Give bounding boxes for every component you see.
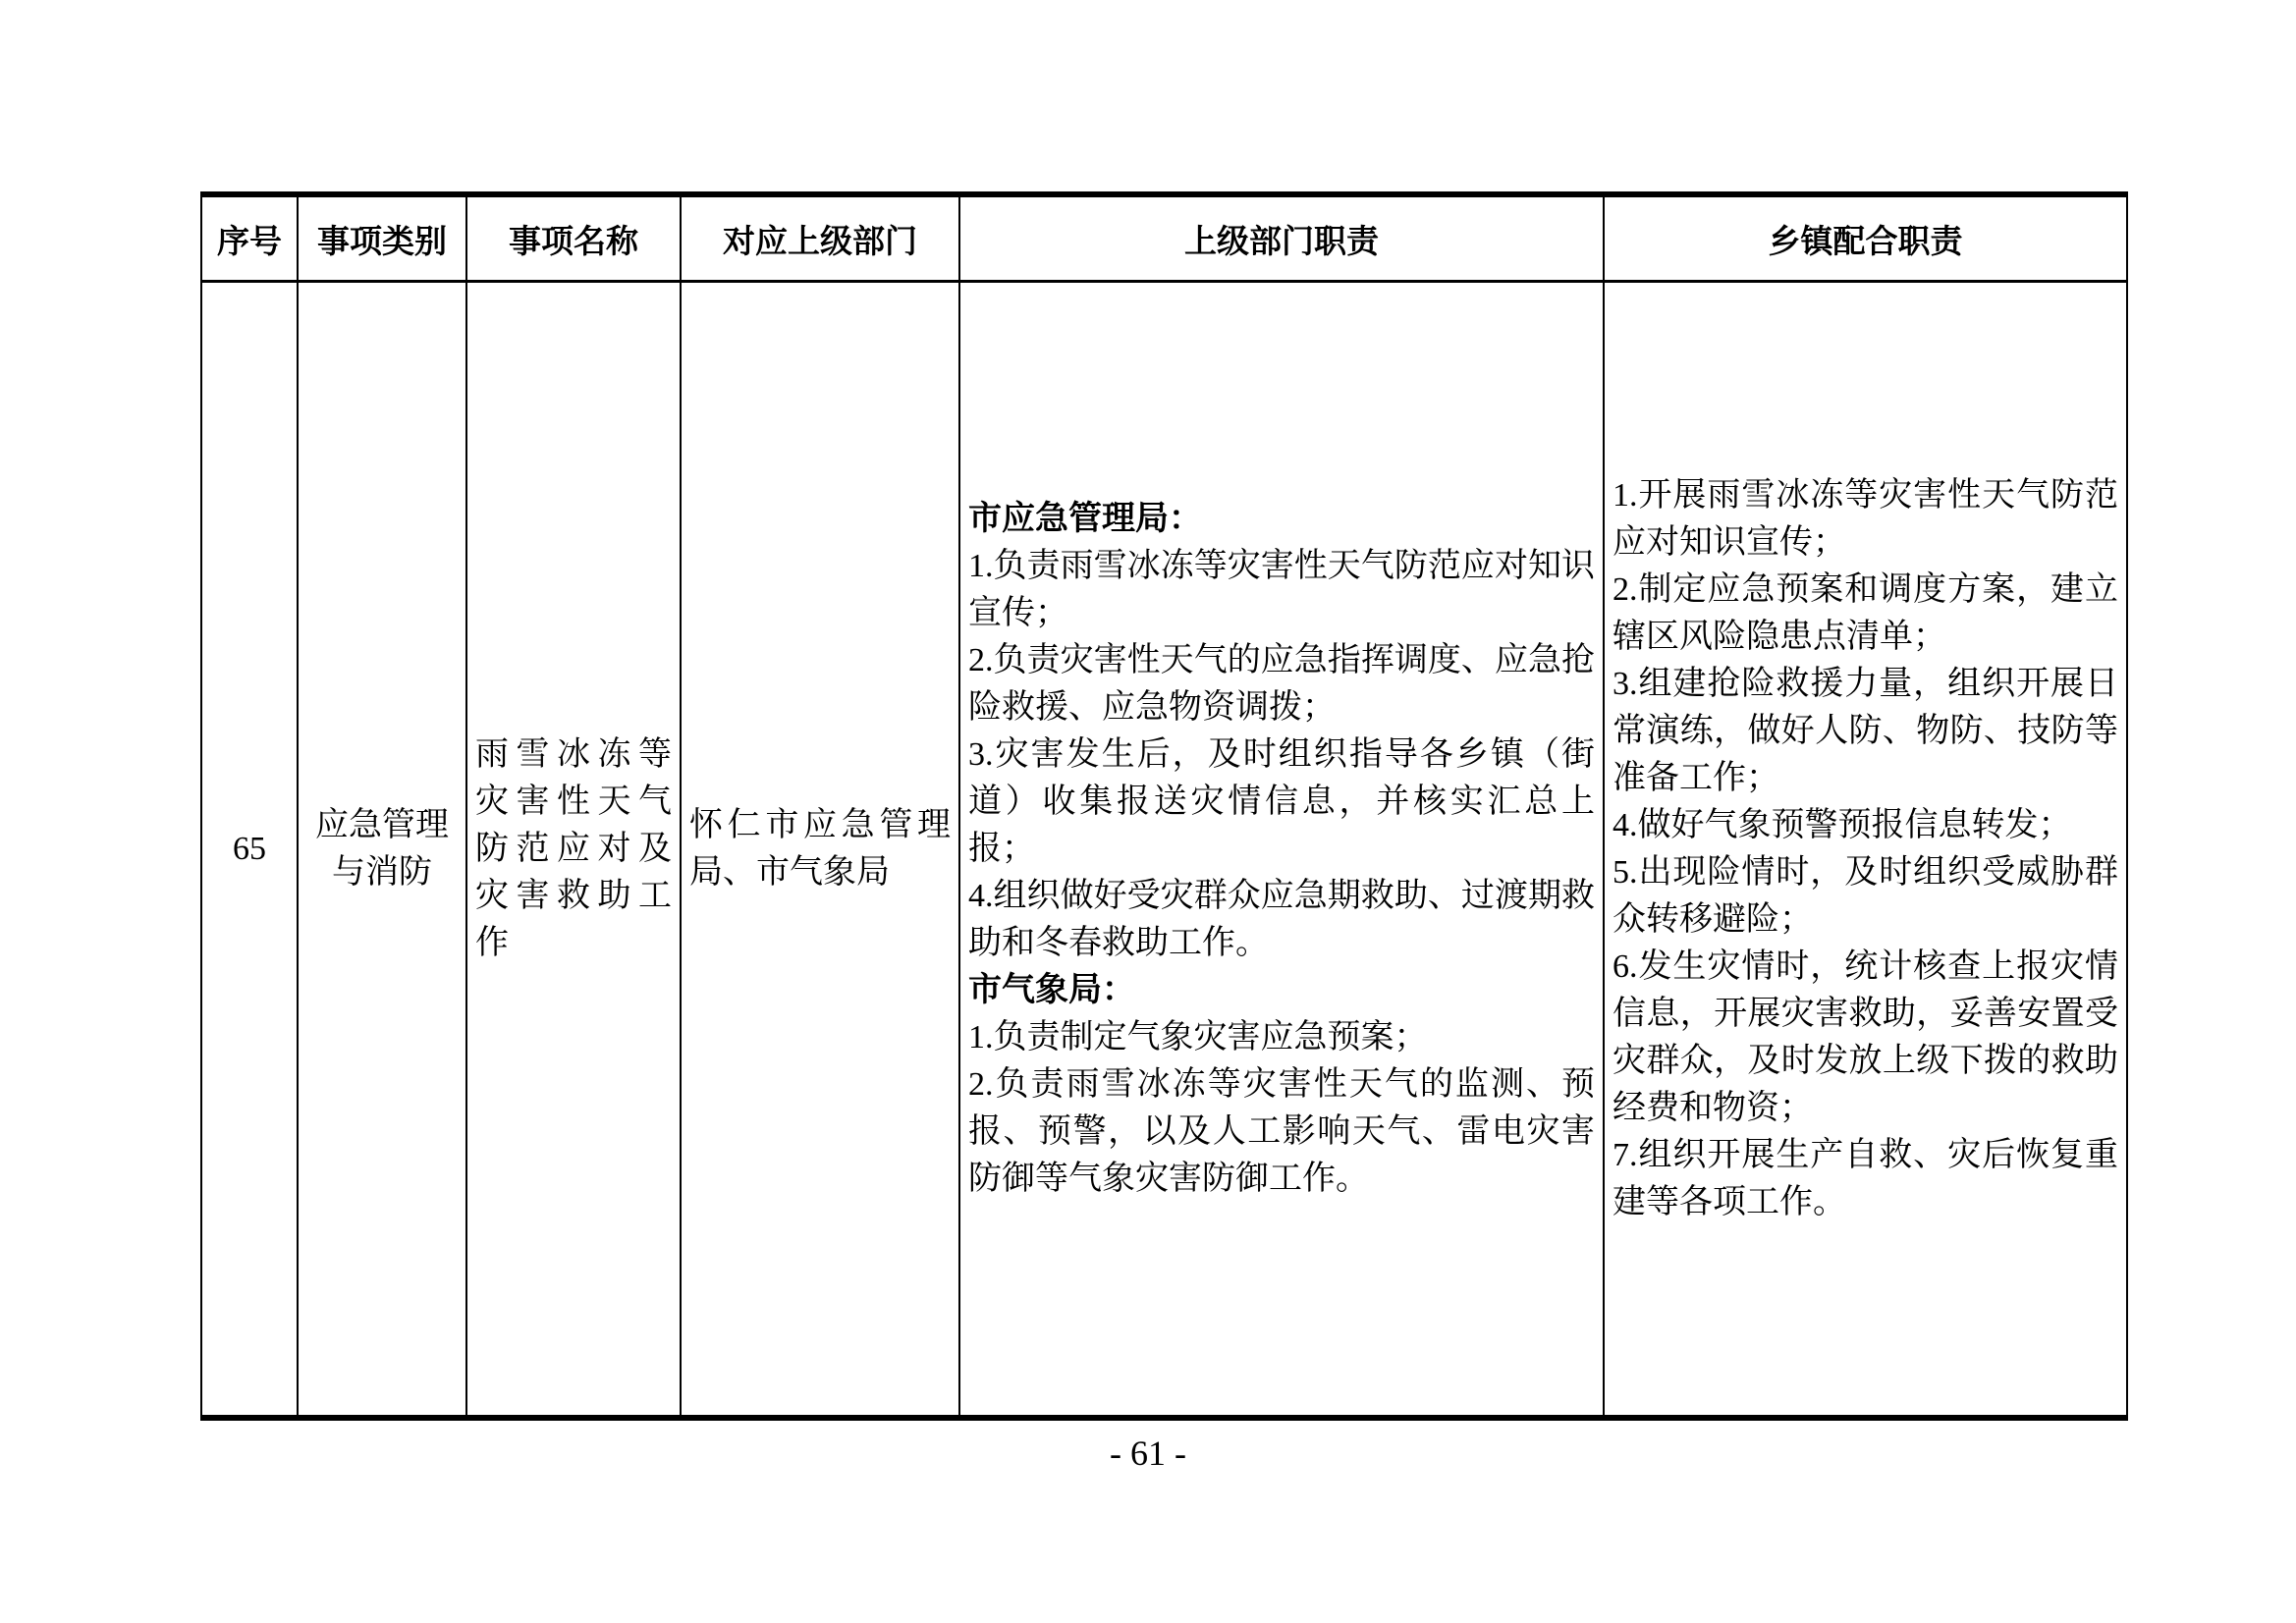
column-header [959, 194, 1604, 282]
responsibility-matrix-table [200, 191, 2128, 1421]
column-header [1604, 194, 2127, 282]
column-header [681, 194, 959, 282]
duty-line [968, 543, 1595, 637]
cell-item-category: 应急管理与消防 [298, 282, 466, 1419]
duty-text: 2.负责灾害性天气的应急指挥调度、应急抢险救援、应急物资调拨； [968, 641, 1595, 726]
column-header-label: 乡镇配合职责 [1768, 222, 1963, 259]
duty-text: 4.做好气象预警预报信息转发； [1613, 806, 2072, 843]
duty-line [968, 967, 1595, 1014]
duty-line [968, 637, 1595, 731]
page-number: - 61 - [1110, 1434, 1186, 1473]
cell-sequence-number: 65 [201, 282, 298, 1419]
duty-text: 1.负责雨雪冰冻等灾害性天气防范应对知识宣传； [968, 547, 1595, 631]
cell-item-name: 雨雪冰冻等灾害性天气防范应对及灾害救助工作 [466, 282, 681, 1419]
duty-text: 3.灾害发生后，及时组织指导各乡镇（街道）收集报送灾情信息，并核实汇总上报； [968, 735, 1595, 867]
cell-superior-duties [959, 282, 1604, 1419]
duty-line [1613, 849, 2118, 944]
duty-line [1613, 661, 2118, 802]
duty-text: 6.发生灾情时，统计核查上报灾情信息，开展灾害救助，妥善安置受灾群众，及时发放上级下拨的救助经费和物资； [1613, 947, 2118, 1126]
duty-line [1613, 472, 2118, 567]
column-header-label: 对应上级部门 [723, 222, 917, 259]
duty-text: 5.出现险情时，及时组织受威胁群众转移避险； [1613, 853, 2118, 938]
column-header-label: 上级部门职责 [1184, 222, 1379, 259]
duty-text: 市应急管理局： [968, 500, 1202, 537]
duty-text: 3.组建抢险救援力量，组织开展日常演练，做好人防、物防、技防等准备工作； [1613, 665, 2118, 796]
duty-line [1613, 1132, 2118, 1226]
duty-line [1613, 567, 2118, 661]
cell-superior-departments: 怀仁市应急管理局、市气象局 [681, 282, 959, 1419]
cell-township-duties [1604, 282, 2127, 1419]
column-header-label: 事项类别 [317, 222, 447, 259]
table-row [201, 282, 2127, 1419]
duty-text: 2.制定应急预案和调度方案，建立辖区风险隐患点清单； [1613, 570, 2118, 655]
column-header [201, 194, 298, 282]
column-header [466, 194, 681, 282]
duty-line [968, 873, 1595, 967]
duty-line [1613, 802, 2118, 849]
duty-text: 市气象局： [968, 971, 1135, 1008]
column-header-label: 序号 [217, 222, 282, 259]
duty-text: 1.负责制定气象灾害应急预案； [968, 1018, 1428, 1055]
duty-line [968, 1061, 1595, 1203]
table-header-row [201, 194, 2127, 282]
duty-text: 7.组织开展生产自救、灾后恢复重建等各项工作。 [1613, 1136, 2118, 1220]
duty-line [1613, 944, 2118, 1132]
duty-text: 1.开展雨雪冰冻等灾害性天气防范应对知识宣传； [1613, 476, 2118, 561]
duty-line [968, 1014, 1595, 1061]
duty-text: 4.组织做好受灾群众应急期救助、过渡期救助和冬春救助工作。 [968, 877, 1595, 961]
duty-line [968, 496, 1595, 543]
column-header-label: 事项名称 [509, 222, 638, 259]
column-header [298, 194, 466, 282]
duty-line [968, 731, 1595, 873]
duty-text: 2.负责雨雪冰冻等灾害性天气的监测、预报、预警，以及人工影响天气、雷电灾害防御等气象灾害防御工作。 [968, 1065, 1595, 1197]
